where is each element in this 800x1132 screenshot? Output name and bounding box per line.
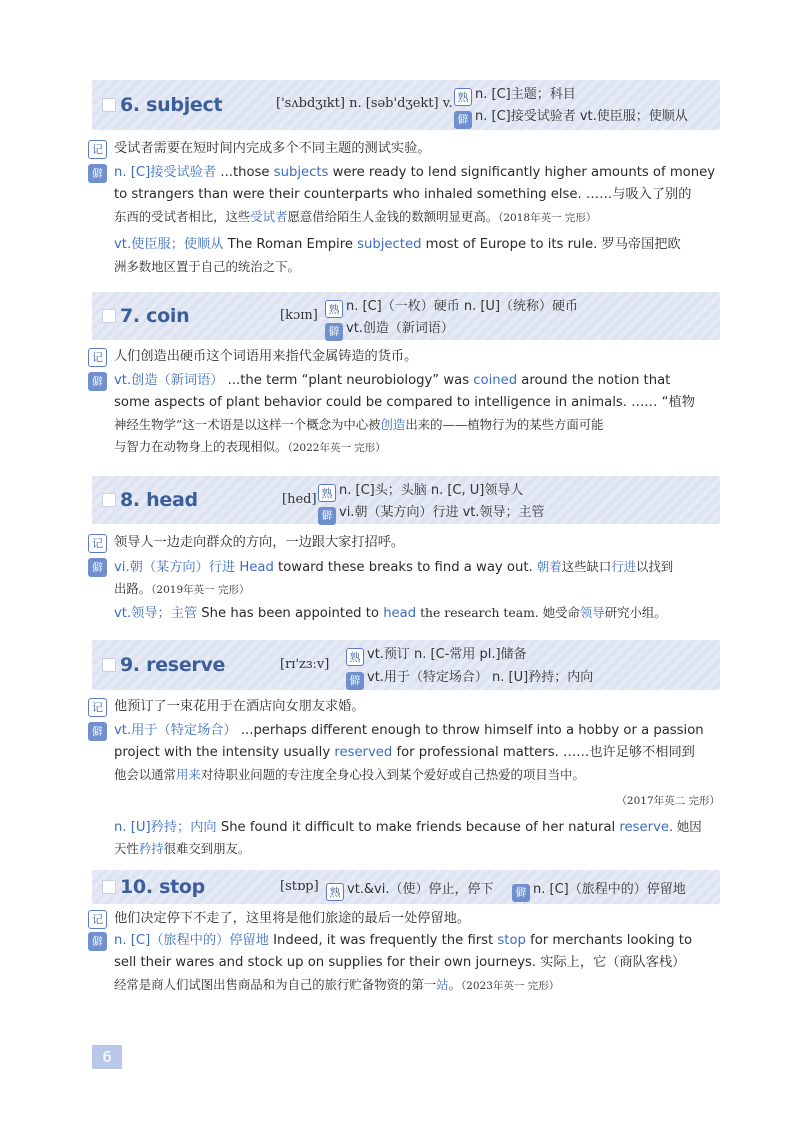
rare-badge: 僻 — [512, 884, 530, 902]
memo-line: 记 领导人一边走向群众的方向，一边跟大家打招呼。 — [92, 532, 720, 554]
headword: 10. stop — [120, 876, 205, 898]
example-line: 僻 vt.用于（特定场合） ...perhaps different enough to throw himself into a hobby or a passion — [92, 720, 720, 742]
phonetic: [stɒp] — [280, 879, 319, 894]
memo-icon: 记 — [88, 534, 107, 553]
example-translation: 与智力在动物身上的表现相似。（2022年英一 完形） — [114, 439, 386, 454]
headword: 8. head — [120, 489, 198, 511]
example-line: sell their wares and stock up on supplies for their own journeys. 实际上，它（商队客栈） — [114, 955, 686, 970]
familiar-badge: 熟 — [326, 883, 344, 901]
entry-header — [92, 870, 720, 904]
checkbox[interactable] — [102, 98, 116, 112]
example-line: vt.领导；主管 She has been appointed to head the research team. 她受命领导研究小组。 — [114, 605, 667, 621]
example-line: to strangers than were their counterparts who inhaled something else. ……与吸入了别的 — [114, 187, 692, 202]
familiar-badge: 熟 — [318, 484, 336, 502]
example-translation: 经常是商人们试图出售商品和为自己的旅行贮备物资的第一站。（2023年英一 完形） — [114, 977, 560, 992]
rare-badge: 僻 — [318, 507, 336, 525]
entry-header — [92, 80, 720, 130]
entry-subject — [92, 80, 720, 274]
example-line: 僻 vi.朝（某方向）行进 Head toward these breaks to find a way out. 朝着这些缺口行进以找到 — [92, 556, 720, 579]
rare-badge: 僻 — [325, 323, 343, 341]
sense-rare: 僻 n. [C]接受试验者 vt.使臣服；使顺从 — [454, 105, 688, 129]
sense-familiar: 熟 n. [C]主题；科目 — [454, 83, 576, 106]
familiar-badge: 熟 — [346, 648, 364, 666]
memo-line: 记 他预订了一束花用于在酒店向女朋友求婚。 — [92, 696, 720, 718]
sense-familiar: 熟 vt.&vi.（使）停止，停下 — [326, 878, 494, 901]
memo-line: 记 他们决定停下不走了，这里将是他们旅途的最后一处停留地。 — [92, 908, 720, 930]
entry-reserve — [92, 640, 720, 856]
rare-sense-icon: 僻 — [88, 932, 107, 951]
example-line: some aspects of plant behavior could be compared to intelligence in animals. …… “植物 — [114, 395, 695, 410]
example-line: n. [U]矜持；内向 She found it difficult to make friends because of her natural reserve. 她因 — [114, 819, 702, 835]
example-line: 僻 vt.创造（新词语） ...the term “plant neurobiology” was coined around the notion that — [92, 370, 720, 392]
entry-head — [92, 476, 720, 621]
sense-familiar: 熟 n. [C]（一枚）硬币 n. [U]（统称）硬币 — [325, 295, 578, 318]
example-translation: 洲多数地区置于自己的统治之下。 — [114, 259, 300, 274]
example-translation: 他会以通常用来对待职业问题的专注度全身心投入到某个爱好或自己热爱的项目当中。 — [114, 767, 585, 782]
checkbox[interactable] — [102, 309, 116, 323]
sense-rare: 僻 vt.用于（特定场合） n. [U]矜持；内向 — [346, 666, 593, 690]
checkbox[interactable] — [102, 880, 116, 894]
memo-icon: 记 — [88, 910, 107, 929]
rare-sense-icon: 僻 — [88, 722, 107, 741]
memo-line: 记 受试者需要在短时间内完成多个不同主题的测试实验。 — [92, 138, 720, 160]
example-line: project with the intensity usually reserved for professional matters. ……也许足够不相同到 — [114, 745, 695, 760]
example-translation: 东西的受试者相比，这些受试者愿意借给陌生人金钱的数额明显更高。（2018年英一 完形） — [114, 209, 597, 224]
example-line: 僻 n. [C]（旅程中的）停留地 Indeed, it was frequently the first stop for merchants looking to — [92, 930, 720, 952]
headword: 7. coin — [120, 305, 190, 327]
rare-sense-icon: 僻 — [88, 372, 107, 391]
rare-sense-icon: 僻 — [88, 164, 107, 183]
example-translation: 神经生物学”这一术语是以这样一个概念为中心被创造出来的——植物行为的某些方面可能 — [114, 417, 604, 432]
entry-header — [92, 476, 720, 524]
example-translation: 天性矜持很难交到朋友。 — [114, 841, 251, 856]
familiar-badge: 熟 — [325, 300, 343, 318]
phonetic: [hed] — [282, 492, 317, 507]
memo-icon: 记 — [88, 348, 107, 367]
sense-rare: 僻 vt.创造（新词语） — [325, 317, 454, 341]
sense-rare: 僻 vi.朝（某方向）行进 vt.领导；主管 — [318, 501, 545, 525]
rare-sense-icon: 僻 — [88, 558, 107, 577]
entry-header — [92, 292, 720, 340]
sense-rare: 僻 n. [C]（旅程中的）停留地 — [512, 878, 686, 902]
sense-familiar: 熟 vt.预订 n. [C-常用 pl.]储备 — [346, 643, 527, 666]
phonetic: [kɔɪn] — [280, 308, 318, 323]
familiar-badge: 熟 — [454, 88, 472, 106]
rare-badge: 僻 — [454, 111, 472, 129]
example-source: （2017年英二 完形） — [616, 795, 720, 807]
rare-badge: 僻 — [346, 672, 364, 690]
entry-stop — [92, 870, 720, 992]
example-line: vt.使臣服；使顺从 The Roman Empire subjected most of Europe to its rule. 罗马帝国把欧 — [114, 237, 681, 252]
checkbox[interactable] — [102, 658, 116, 672]
memo-line: 记 人们创造出硬币这个词语用来指代金属铸造的货币。 — [92, 346, 720, 368]
example-translation: 出路。（2019年英一 完形） — [114, 581, 250, 596]
entry-coin — [92, 292, 720, 454]
memo-icon: 记 — [88, 140, 107, 159]
phonetic: ['sʌbdʒɪkt] n. [səb'dʒekt] v. — [276, 96, 453, 111]
example-line: 僻 n. [C]接受试验者 ...those subjects were ready to lend significantly higher amounts of money — [92, 162, 720, 184]
headword: 9. reserve — [120, 654, 226, 676]
phonetic: [rɪ'zɜːv] — [280, 657, 330, 672]
entry-header — [92, 640, 720, 690]
page-number: 6 — [92, 1045, 122, 1069]
sense-familiar: 熟 n. [C]头；头脑 n. [C, U]领导人 — [318, 479, 523, 502]
checkbox[interactable] — [102, 493, 116, 507]
headword: 6. subject — [120, 94, 223, 116]
memo-icon: 记 — [88, 698, 107, 717]
